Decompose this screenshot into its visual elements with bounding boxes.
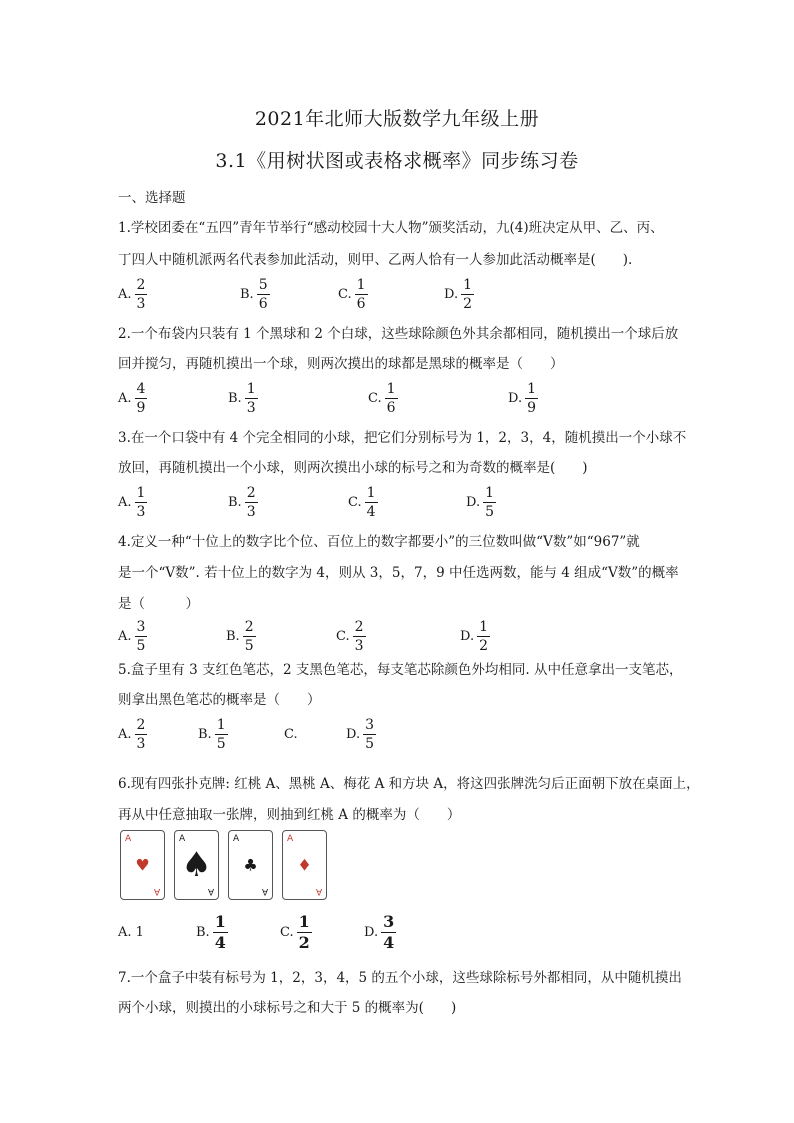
option-label: A. 1 [118,924,144,940]
option-label: B. [228,390,242,406]
option-c[interactable] [368,376,398,420]
denominator: 3 [354,637,364,654]
question-3-line-1: 3.在一个口袋中有 4 个完全相同的小球，把它们分别标号为 1，2，3，4，随机摸出一个小球不 [118,430,687,446]
question-5-line-2: 则拿出黑色笔芯的概率是（ ） [118,692,321,708]
option-a[interactable] [118,376,147,420]
fraction [363,718,376,751]
option-label: A. [118,726,132,742]
question-6-line-2: 再从中任意抽取一张牌，则抽到红桃 A 的概率为（ ） [118,807,461,823]
option-label: D. [346,726,361,742]
option-label: C. [336,628,350,644]
question-5-options [118,712,718,756]
option-d[interactable] [508,376,538,420]
question-3-options [118,480,718,524]
card-rank: A [207,886,214,896]
option-c[interactable] [280,910,312,954]
option-b[interactable] [226,614,256,658]
question-4-line-2: 是一个“V数”. 若十位上的数字为 4，则从 3，5，7，9 中任选两数，能与 4 组成“V数”的概率 [118,565,679,581]
card-rank: A [233,834,240,844]
card-rank: A [125,834,132,844]
denominator: 3 [246,399,256,416]
card-rank: A [287,834,294,844]
option-label: D. [444,286,459,302]
card-spade-ace [174,830,219,900]
fraction [213,911,228,952]
page-subtitle: 3.1《用树状图或表格求概率》同步练习卷 [215,150,579,172]
option-b[interactable] [196,910,228,954]
denominator: 5 [365,735,375,752]
question-1-line-1: 1.学校团委在“五四”青年节举行“感动校园十大人物”颁奖活动，九(4)班决定从甲、乙、丙、 [118,220,664,236]
denominator: 5 [136,637,146,654]
playing-cards-image [120,830,330,900]
denominator: 9 [136,399,146,416]
fraction [355,278,368,311]
option-label: B. [198,726,212,742]
option-d[interactable] [364,910,396,954]
option-label: C. [348,494,362,510]
denominator: 2 [463,295,473,312]
card-rank: A [179,834,186,844]
numerator: 2 [136,276,146,293]
option-a[interactable] [118,910,147,954]
option-label: B. [240,286,254,302]
denominator: 5 [244,637,254,654]
option-label: C. [280,924,294,940]
fraction [525,382,538,415]
question-7-line-1: 7.一个盒子中装有标号为 1，2，3，4，5 的五个小球，这些球除标号外都相同，从中随机摸出 [118,970,682,986]
numerator: 2 [136,716,146,733]
question-6-options [118,910,718,954]
option-label: D. [460,628,475,644]
question-7-line-2: 两个小球，则摸出的小球标号之和大于 5 的概率为( ) [118,1000,457,1016]
numerator: 5 [258,276,268,293]
fraction [365,486,378,519]
fraction [297,911,312,952]
fraction [135,486,148,519]
denominator: 9 [527,399,537,416]
numerator: 3 [136,618,146,635]
denominator: 4 [383,932,395,952]
option-b[interactable] [228,376,258,420]
option-label: D. [508,390,523,406]
option-label: A. [118,286,132,302]
option-d[interactable] [444,272,474,316]
option-b[interactable] [240,272,270,316]
numerator: 4 [136,380,146,397]
option-c[interactable] [336,614,366,658]
question-2-line-1: 2.一个布袋内只装有 1 个黑球和 2 个白球，这些球除颜色外其余都相同，随机摸出一个球后放 [118,326,679,342]
option-label: C. [284,726,298,742]
option-b[interactable] [228,480,258,524]
numerator: 3 [365,716,375,733]
numerator: 1 [246,380,256,397]
numerator: 1 [214,911,226,931]
numerator: 1 [298,911,310,931]
numerator: 1 [463,276,473,293]
club-icon: ♣ [243,855,258,875]
option-label: C. [338,286,352,302]
question-5-line-1: 5.盒子里有 3 支红色笔芯，2 支黑色笔芯，每支笔芯除颜色外均相同. 从中任意拿出一支笔芯， [118,662,683,678]
option-a[interactable] [118,712,147,756]
numerator: 1 [485,484,495,501]
denominator: 3 [246,503,256,520]
fraction [215,718,228,751]
numerator: 2 [246,484,256,501]
card-heart-ace [120,830,165,900]
denominator: 6 [356,295,366,312]
denominator: 6 [258,295,268,312]
numerator: 2 [354,618,364,635]
numerator: 3 [383,911,395,931]
denominator: 5 [216,735,226,752]
numerator: 1 [479,618,489,635]
numerator: 1 [136,484,146,501]
denominator: 2 [479,637,489,654]
card-rank: A [261,886,268,896]
option-a[interactable] [118,480,147,524]
card-diamond-ace [282,830,327,900]
numerator: 1 [527,380,537,397]
option-label: A. [118,390,132,406]
fraction [483,486,496,519]
question-1-options [118,272,718,316]
option-label: D. [466,494,481,510]
fraction [477,620,490,653]
fraction [245,382,258,415]
section-heading: 一、选择题 [118,190,186,206]
heart-icon: ♥ [135,855,150,875]
option-c[interactable] [338,272,368,316]
card-rank: A [153,886,160,896]
denominator: 5 [485,503,495,520]
fraction [245,486,258,519]
fraction [385,382,398,415]
option-c[interactable] [348,480,378,524]
fraction [135,278,148,311]
card-rank: A [315,886,322,896]
denominator: 6 [386,399,396,416]
option-label: D. [364,924,379,940]
numerator: 1 [216,716,226,733]
numerator: 2 [244,618,254,635]
fraction [135,382,148,415]
denominator: 4 [214,932,226,952]
diamond-icon: ♦ [297,855,312,875]
fraction [135,620,148,653]
option-d[interactable] [460,614,490,658]
denominator: 2 [298,932,310,952]
numerator: 1 [356,276,366,293]
numerator: 1 [366,484,376,501]
card-club-ace [228,830,273,900]
fraction [353,620,366,653]
fraction [243,620,256,653]
option-label: C. [368,390,382,406]
question-4-line-1: 4.定义一种“十位上的数字比个位、百位上的数字都要小”的三位数叫做“V数”如“967”就 [118,534,640,550]
numerator: 1 [386,380,396,397]
denominator: 3 [136,295,146,312]
option-label: B. [228,494,242,510]
spade-icon: ♠ [181,845,212,885]
option-a[interactable] [118,614,147,658]
option-label: B. [226,628,240,644]
option-b[interactable] [198,712,228,756]
option-c[interactable] [284,712,301,756]
option-label: A. [118,494,132,510]
question-4-line-3: 是（ ） [118,596,199,612]
question-4-options [118,614,718,658]
denominator: 3 [136,735,146,752]
question-1-line-2: 丁四人中随机派两名代表参加此活动，则甲、乙两人恰有一人参加此活动概率是( ). [118,252,633,268]
question-6-line-1: 6.现有四张扑克牌: 红桃 A、黑桃 A、梅花 A 和方块 A，将这四张牌洗匀后正面朝下放在桌面上， [118,776,700,792]
option-d[interactable] [466,480,496,524]
option-label: B. [196,924,210,940]
fraction [257,278,270,311]
denominator: 3 [136,503,146,520]
question-2-options [118,376,718,420]
denominator: 4 [366,503,376,520]
page-title: 2021年北师大版数学九年级上册 [254,108,540,130]
question-2-line-2: 回并搅匀，再随机摸出一个球，则两次摸出的球都是黑球的概率是（ ） [118,356,564,372]
fraction [381,911,396,952]
option-a[interactable] [118,272,147,316]
option-d[interactable] [346,712,376,756]
fraction [135,718,148,751]
question-3-line-2: 放回，再随机摸出一个小球，则两次摸出小球的标号之和为奇数的概率是( ) [118,460,588,476]
option-label: A. [118,628,132,644]
fraction [461,278,474,311]
